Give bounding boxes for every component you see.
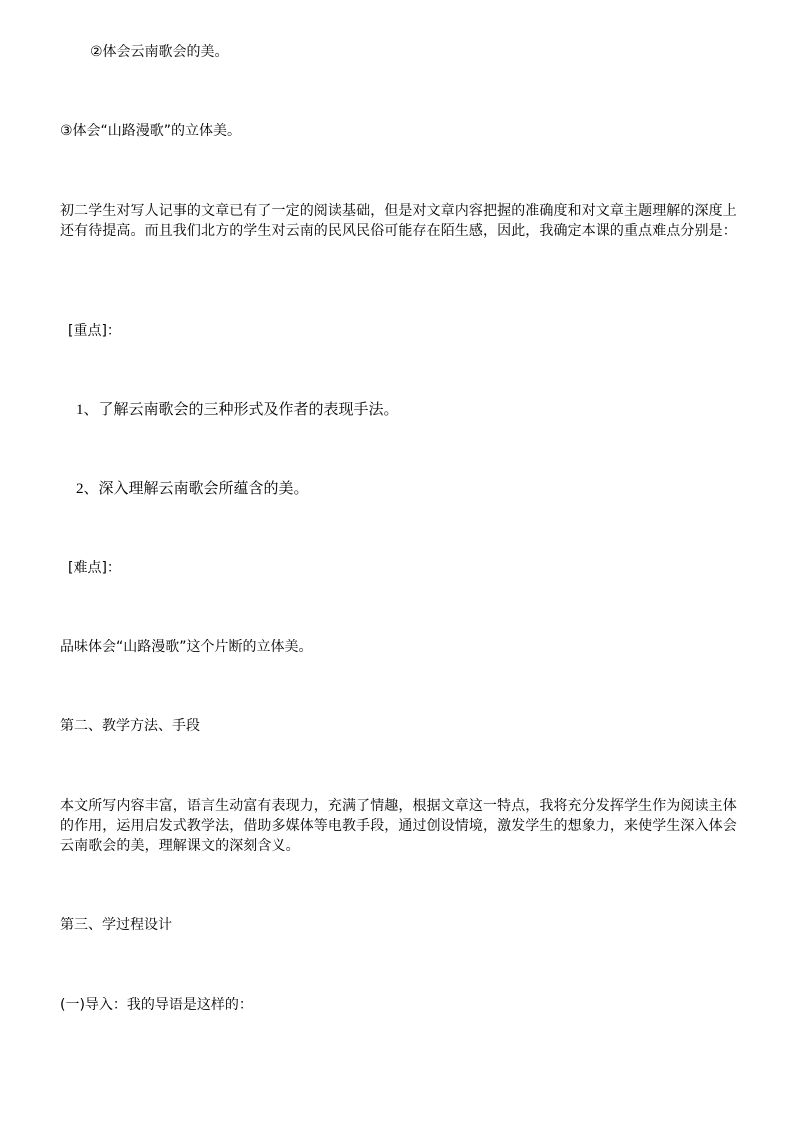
key-point-1: 1、了解云南歌会的三种形式及作者的表现手法。 (76, 402, 399, 418)
objective-3: ③体会“山路漫歌”的立体美。 (60, 123, 242, 139)
objective-2: ②体会云南歌会的美。 (90, 44, 229, 60)
teaching-methods-heading: 第二、教学方法、手段 (60, 718, 200, 734)
key-points-heading: [重点]： (68, 323, 121, 339)
student-analysis-paragraph: 初二学生对写人记事的文章已有了一定的阅读基础，但是对文章内容把握的准确度和对文章主题理解的深度上还有待提高。而且我们北方的学生对云南的民风民俗可能存在陌生感，因此，我确定本课的重点难点分别是： (60, 203, 737, 239)
difficult-point-text: 品味体会“山路漫歌”这个片断的立体美。 (60, 639, 313, 655)
key-point-2: 2、深入理解云南歌会所蕴含的美。 (76, 481, 309, 497)
teaching-methods-paragraph: 本文所写内容丰富，语言生动富有表现力，充满了情趣，根据文章这一特点，我将充分发挥学生作为阅读主体的作用，运用启发式教学法，借助多媒体等电教手段，通过创设情境，激发学生的想象力，来使学生深入体会云南歌会的美，理解课文的深刻含义。 (60, 798, 737, 854)
introduction-line: (一)导入：我的导语是这样的： (60, 997, 253, 1013)
process-design-heading: 第三、学过程设计 (60, 917, 172, 933)
difficult-points-heading: [难点]： (68, 560, 121, 576)
